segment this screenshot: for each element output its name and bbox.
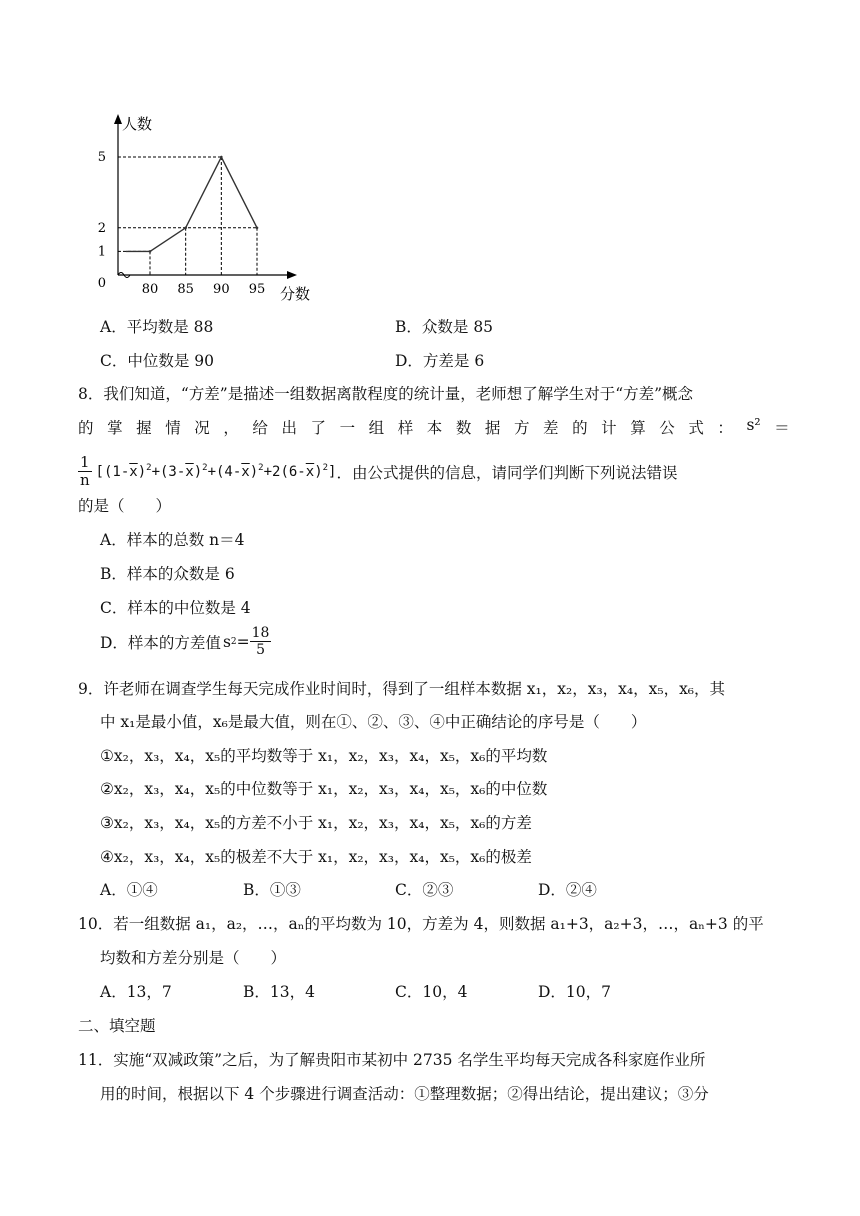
q7-option-b: B．众数是 85 [395,318,494,336]
q8-line2-char: s² [746,416,761,434]
q10-option-c: C．10，4 [395,983,468,1001]
formula-fraction [78,455,92,488]
x-tick-label: 85 [177,282,194,297]
q8-line2-char: 出 [281,419,297,437]
q9-line2: 中 x₁是最小值，x₆是最大值，则在①、②、③、④中正确结论的序号是（ ） [100,713,647,731]
q8-line2-char: 公 [659,419,675,437]
q8-line2-char: 的 [78,419,94,437]
q9-option-a: A．①④ [100,881,158,899]
q8-line1: 8．我们知道，“方差”是描述一组数据离散程度的统计量，老师想了解学生对于“方差”概念 [78,385,694,403]
data-point [220,156,223,159]
q8-line2-char: 给 [252,419,268,437]
q9-statement-4: ④x₂，x₃，x₄，x₅的极差不大于 x₁，x₂，x₃，x₄，x₅，x₆的极差 [100,848,532,866]
q8-line2-char: 本 [426,419,443,437]
q8-line2-char: 差 [543,419,559,437]
data-point [256,227,259,230]
q8-line2-char: 的 [572,419,588,437]
q10-option-a: A．13，7 [100,983,172,1001]
q8-line2 [78,416,790,438]
q8-option-a: A．样本的总数 n＝4 [100,531,245,549]
variance-fraction: $\frac{18}{5}$ [251,625,270,658]
q8-line2-char: 式 [688,419,704,437]
q8-line2-char: 一 [339,419,356,437]
q11-line1: 11．实施“双减政策”之后，为了解贵阳市某初中 2735 名学生平均每天完成各科家庭作业所 [78,1051,706,1069]
q8-formula [78,455,678,488]
q8-line2-char: 况 [194,419,210,437]
score-line-chart [90,105,330,305]
q8-line4: 的是（ ） [78,497,172,515]
q7-option-c: C．中位数是 90 [100,352,215,370]
data-point [149,250,152,253]
x-tick-label: 80 [141,282,159,297]
x-tick-label: 90 [213,282,230,297]
q7-option-d: D．方差是 6 [395,352,485,370]
q9-option-d: D．②④ [538,881,597,899]
x-axis-arrow-icon [287,271,297,279]
q7-option-a: A．平均数是 88 [100,318,214,336]
formula-tail: ．由公式提供的信息，请同学们判断下列说法错误 [336,463,678,482]
q8-option-b: B．样本的众数是 6 [100,565,235,583]
q10-line1: 10．若一组数据 a₁，a₂，…，aₙ的平均数为 10，方差为 4，则数据 a₁+3，a₂+3，…，aₙ+3 的平 [78,915,764,933]
q8-line2-char: 方 [513,419,530,437]
x-tick-label: 95 [248,282,266,297]
q8-line2-char: 掌 [107,419,123,437]
formula-numerator: 1 [80,453,90,471]
q8-line2-char: 数 [455,419,472,437]
q8-line2-char: 情 [165,419,181,437]
series-line [126,157,257,251]
y-axis-arrow-icon [114,114,122,124]
q9-option-b: B．①③ [243,881,301,899]
q8-line2-char: 组 [368,419,385,437]
x-axis-label: 分数 [280,285,311,303]
q8-line2-char: 据 [484,419,501,437]
q9-statement-2: ②x₂，x₃，x₄，x₅的中位数等于 x₁，x₂，x₃，x₄，x₅，x₆的中位数 [100,780,548,798]
section-heading-fill-in: 二、填空题 [78,1017,156,1035]
q8-line2-char: 了 [310,419,327,437]
q8-option-c: C．样本的中位数是 4 [100,599,251,617]
q9-statement-1: ①x₂，x₃，x₄，x₅的平均数等于 x₁，x₂，x₃，x₄，x₅，x₆的平均数 [100,747,548,765]
formula-body: $[(1-\overline{x})^2+(3-\overline{x})^2+(4-\overline{x})^2+2(6-\overline{x})^2]$ [95,463,337,480]
q9-statement-3: ③x₂，x₃，x₄，x₅的方差不小于 x₁，x₂，x₃，x₄，x₅，x₆的方差 [100,814,532,832]
q8-line2-char: 握 [136,419,152,437]
y-tick-label: 2 [97,220,106,236]
data-point [184,227,187,230]
q8-line2-char: ＝ [774,419,790,437]
origin-label: 0 [97,276,106,291]
y-tick-label: 5 [97,150,106,165]
q8-option-d: D．样本的方差值 s 2 = $\frac{18}{5}$ [100,625,270,658]
q9-line1: 9．许老师在调查学生每天完成作业时间时，得到了一组样本数据 x₁，x₂，x₃，x₄，x₅，x₆，其 [78,680,726,698]
q10-line2: 均数和方差分别是（ ） [100,949,287,967]
y-tick-label: 1 [97,244,106,260]
q8-line2-char: 样 [397,419,414,437]
q9-option-c: C．②③ [395,881,454,899]
formula-denominator: n [79,471,90,489]
q10-option-b: B．13，4 [243,983,315,1001]
q11-line2: 用的时间，根据以下 4 个步骤进行调查活动：①整理数据；②得出结论，提出建议；③分 [100,1085,709,1103]
q10-option-d: D．10，7 [538,983,612,1001]
q8-line2-char: 计 [601,419,617,437]
q8-line2-char: ： [717,419,733,437]
q8-line2-char: ， [223,419,239,437]
y-axis-label: 人数 [122,115,153,133]
q8-line2-char: 算 [630,419,646,437]
